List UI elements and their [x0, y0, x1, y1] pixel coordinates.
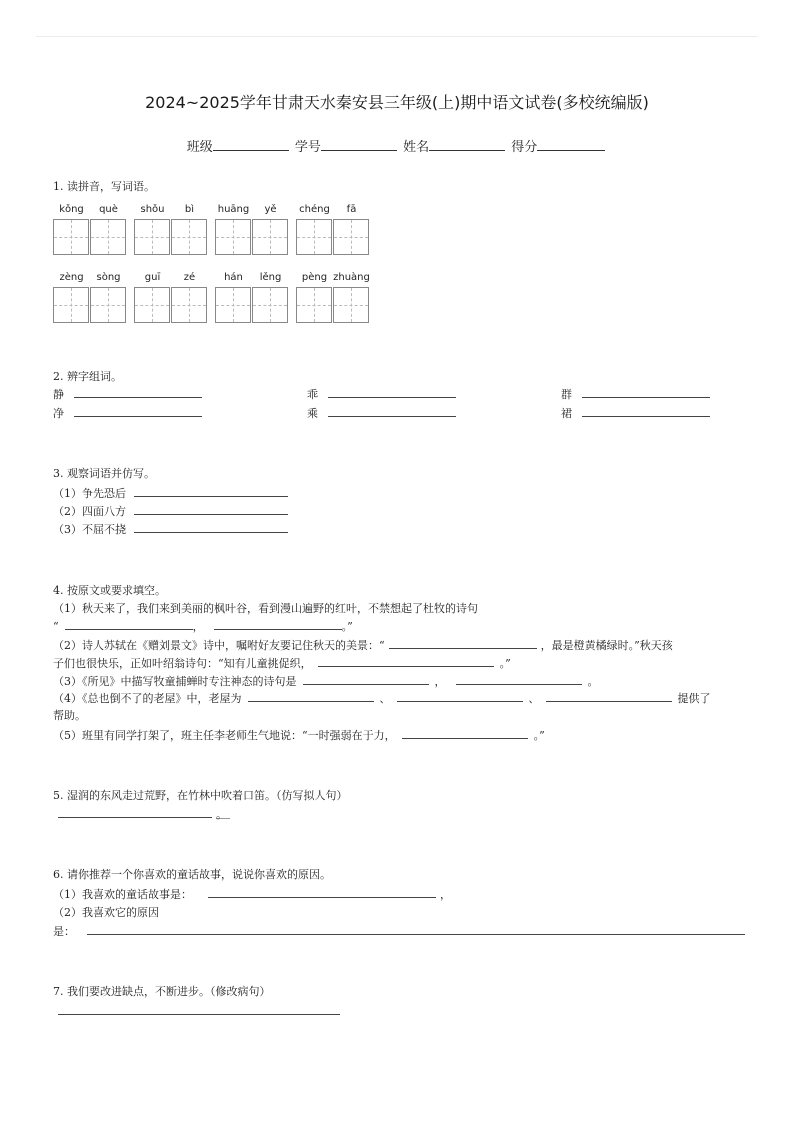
q4-blank[interactable] — [65, 617, 193, 630]
box-guide-vertical — [351, 288, 352, 322]
q4-blank[interactable] — [546, 689, 672, 702]
character-box[interactable] — [53, 287, 89, 323]
q4-text: 提供了 — [677, 692, 711, 705]
box-guide-vertical — [189, 220, 190, 254]
q3-answer[interactable] — [134, 484, 288, 497]
number-field[interactable] — [321, 136, 397, 151]
name-field[interactable] — [429, 136, 505, 151]
pinyin-syllable: shǒu — [140, 204, 165, 215]
q2-item — [561, 385, 710, 404]
box-guide-vertical — [71, 220, 72, 254]
q3-item — [53, 520, 288, 539]
q2-item — [307, 404, 456, 423]
page-title: 2024~2025学年甘肃天水秦安县三年级(上)期中语文试卷(多校统编版) — [145, 93, 649, 112]
q6-line — [53, 885, 451, 904]
score-field[interactable] — [537, 136, 605, 151]
q4-line — [53, 617, 353, 636]
box-guide-vertical — [351, 220, 352, 254]
q2-answer[interactable] — [582, 385, 710, 398]
q3-item-label: （2）四面八方 — [53, 505, 126, 518]
q4-text: 。” — [533, 729, 545, 742]
q2-answer[interactable] — [328, 385, 456, 398]
pinyin-syllable: yě — [264, 204, 277, 215]
character-box[interactable] — [53, 219, 89, 255]
q3-answer[interactable] — [134, 520, 288, 533]
character-box[interactable] — [296, 219, 332, 255]
q4-line: （1）秋天来了，我们来到美丽的枫叶谷，看到漫山遍野的红叶，不禁想起了杜牧的诗句 — [53, 602, 478, 615]
box-guide-vertical — [108, 220, 109, 254]
box-guide-vertical — [233, 220, 234, 254]
pinyin-syllable: fā — [346, 204, 357, 215]
q2-char: 裙 — [561, 407, 572, 420]
class-field[interactable] — [213, 136, 289, 151]
q4-blank[interactable] — [303, 672, 429, 685]
character-box[interactable] — [333, 219, 369, 255]
q3-item-label: （1）争先恐后 — [53, 487, 126, 500]
q4-text: ， — [434, 675, 446, 688]
q4-text: ，最是橙黄橘绿时。”秋天孩 — [540, 639, 673, 652]
character-box[interactable] — [134, 287, 170, 323]
q6-text: ， — [440, 888, 451, 901]
score-label: 得分 — [511, 140, 538, 155]
box-guide-vertical — [152, 288, 153, 322]
pinyin-syllable: zé — [183, 272, 196, 283]
pinyin-word-group — [134, 272, 208, 324]
box-guide-vertical — [314, 288, 315, 322]
q2-answer[interactable] — [74, 385, 202, 398]
box-guide-vertical — [152, 220, 153, 254]
q4-text: 。 — [587, 675, 599, 688]
pinyin-word-group — [215, 204, 289, 256]
pinyin-syllable: bì — [184, 204, 195, 215]
q4-blank[interactable] — [456, 672, 582, 685]
q2-char: 静 — [53, 388, 64, 401]
box-guide-vertical — [270, 288, 271, 322]
box-guide-vertical — [314, 220, 315, 254]
q4-blank[interactable] — [318, 654, 494, 667]
q2-char: 乘 — [307, 407, 318, 420]
q3-answer[interactable] — [134, 502, 288, 515]
q5-answer[interactable] — [58, 805, 212, 818]
box-guide-vertical — [189, 288, 190, 322]
q2-answer[interactable] — [74, 404, 202, 417]
q4-line — [53, 654, 511, 673]
q4-line: 帮助。 — [53, 709, 86, 722]
q4-text: “ — [53, 620, 59, 633]
q4-line — [53, 726, 545, 745]
character-box[interactable] — [296, 287, 332, 323]
box-guide-vertical — [270, 220, 271, 254]
pinyin-syllable: huāng — [217, 204, 250, 215]
pinyin-word-group — [53, 204, 127, 256]
pinyin-word-group — [134, 204, 208, 256]
q2-item — [53, 404, 202, 423]
q4-text: （5）班里有同学打架了，班主任李老师生气地说：“一时强弱在于力， — [53, 729, 396, 742]
character-box[interactable] — [215, 219, 251, 255]
q7-prompt: 7. 我们要改进缺点，不断进步。（修改病句） — [53, 985, 271, 998]
q6-reason-answer[interactable] — [87, 922, 745, 935]
q6-text: （1）我喜欢的童话故事是： — [53, 888, 192, 901]
q6-line — [53, 922, 745, 941]
character-box[interactable] — [90, 219, 126, 255]
character-box[interactable] — [215, 287, 251, 323]
class-label: 班级 — [186, 140, 213, 155]
pinyin-word-group — [53, 272, 127, 324]
pinyin-word-group — [296, 204, 370, 256]
q4-text: 、 — [528, 692, 540, 705]
q3-prompt: 3. 观察词语并仿写。 — [53, 467, 155, 480]
q5-prompt: 5. 湿润的东风走过荒野，在竹林中吹着口笛。（仿写拟人句） — [53, 789, 348, 802]
student-info — [0, 136, 794, 155]
q4-text: 。” — [341, 620, 353, 633]
character-box[interactable] — [171, 287, 207, 323]
q6-story-answer[interactable] — [208, 885, 436, 898]
pinyin-word-group — [296, 272, 370, 324]
q6-text: 是： — [53, 925, 75, 938]
character-box[interactable] — [134, 219, 170, 255]
q6-line: （2）我喜欢它的原因 — [53, 906, 159, 919]
pinyin-syllable: zèng — [59, 272, 84, 283]
pinyin-syllable: què — [99, 204, 118, 215]
q4-blank[interactable] — [397, 689, 523, 702]
character-box[interactable] — [333, 287, 369, 323]
character-box[interactable] — [252, 219, 288, 255]
q3-item-label: （3）不屈不挠 — [53, 523, 126, 536]
character-box[interactable] — [90, 287, 126, 323]
q4-blank[interactable] — [402, 726, 528, 739]
header-rule — [36, 36, 758, 37]
q2-char: 群 — [561, 388, 572, 401]
pinyin-syllable: guī — [144, 272, 161, 283]
q4-text: 子们也很快乐，正如叶绍翁诗句：“知有儿童挑促织， — [53, 657, 312, 670]
q2-item — [53, 385, 202, 404]
name-label: 姓名 — [403, 140, 430, 155]
box-guide-vertical — [71, 288, 72, 322]
q6-prompt: 6. 请你推荐一个你喜欢的童话故事，说说你喜欢的原因。 — [53, 868, 331, 881]
q4-text: ， — [192, 620, 204, 633]
q4-prompt: 4. 按原文或要求填空。 — [53, 584, 166, 597]
pinyin-syllable: pèng — [301, 272, 328, 283]
pinyin-syllable: hán — [224, 272, 243, 283]
pinyin-syllable: sòng — [96, 272, 121, 283]
q3-item — [53, 484, 288, 503]
box-guide-vertical — [233, 288, 234, 322]
q7-answer[interactable] — [58, 1002, 340, 1015]
q2-answer[interactable] — [582, 404, 710, 417]
q4-text: （3）《所见》中描写牧童捕蝉时专注神态的诗句是 — [53, 675, 297, 688]
q7-answer-line — [58, 1002, 340, 1021]
q2-item — [561, 404, 710, 423]
pinyin-syllable: kǒng — [59, 204, 84, 215]
q2-char: 乖 — [307, 388, 318, 401]
q4-text: 、 — [379, 692, 391, 705]
q4-line — [53, 636, 673, 655]
q2-item — [307, 385, 456, 404]
q3-item — [53, 502, 288, 521]
number-label: 学号 — [294, 140, 321, 155]
q4-blank[interactable] — [214, 617, 342, 630]
pinyin-syllable: lěng — [259, 272, 282, 283]
pinyin-syllable: zhuàng — [333, 272, 370, 283]
q4-text: 。” — [499, 657, 511, 670]
q4-blank[interactable] — [389, 636, 537, 649]
q1-prompt: 1. 读拼音，写词语。 — [53, 180, 155, 193]
q4-text: （2）诗人苏轼在《赠刘景文》诗中，嘱咐好友要记住秋天的美景：“ — [53, 639, 385, 652]
q2-char: 净 — [53, 407, 64, 420]
q4-blank[interactable] — [248, 689, 374, 702]
q4-line — [53, 689, 711, 708]
q5-end: 。 — [216, 806, 230, 819]
box-guide-vertical — [108, 288, 109, 322]
pinyin-syllable: chéng — [299, 204, 330, 215]
q2-answer[interactable] — [328, 404, 456, 417]
character-box[interactable] — [252, 287, 288, 323]
q2-prompt: 2. 辨字组词。 — [53, 370, 122, 383]
q5-answer-line — [58, 805, 230, 824]
pinyin-word-group — [215, 272, 289, 324]
character-box[interactable] — [171, 219, 207, 255]
q4-text: （4）《总也倒不了的老屋》中，老屋为 — [53, 692, 242, 705]
